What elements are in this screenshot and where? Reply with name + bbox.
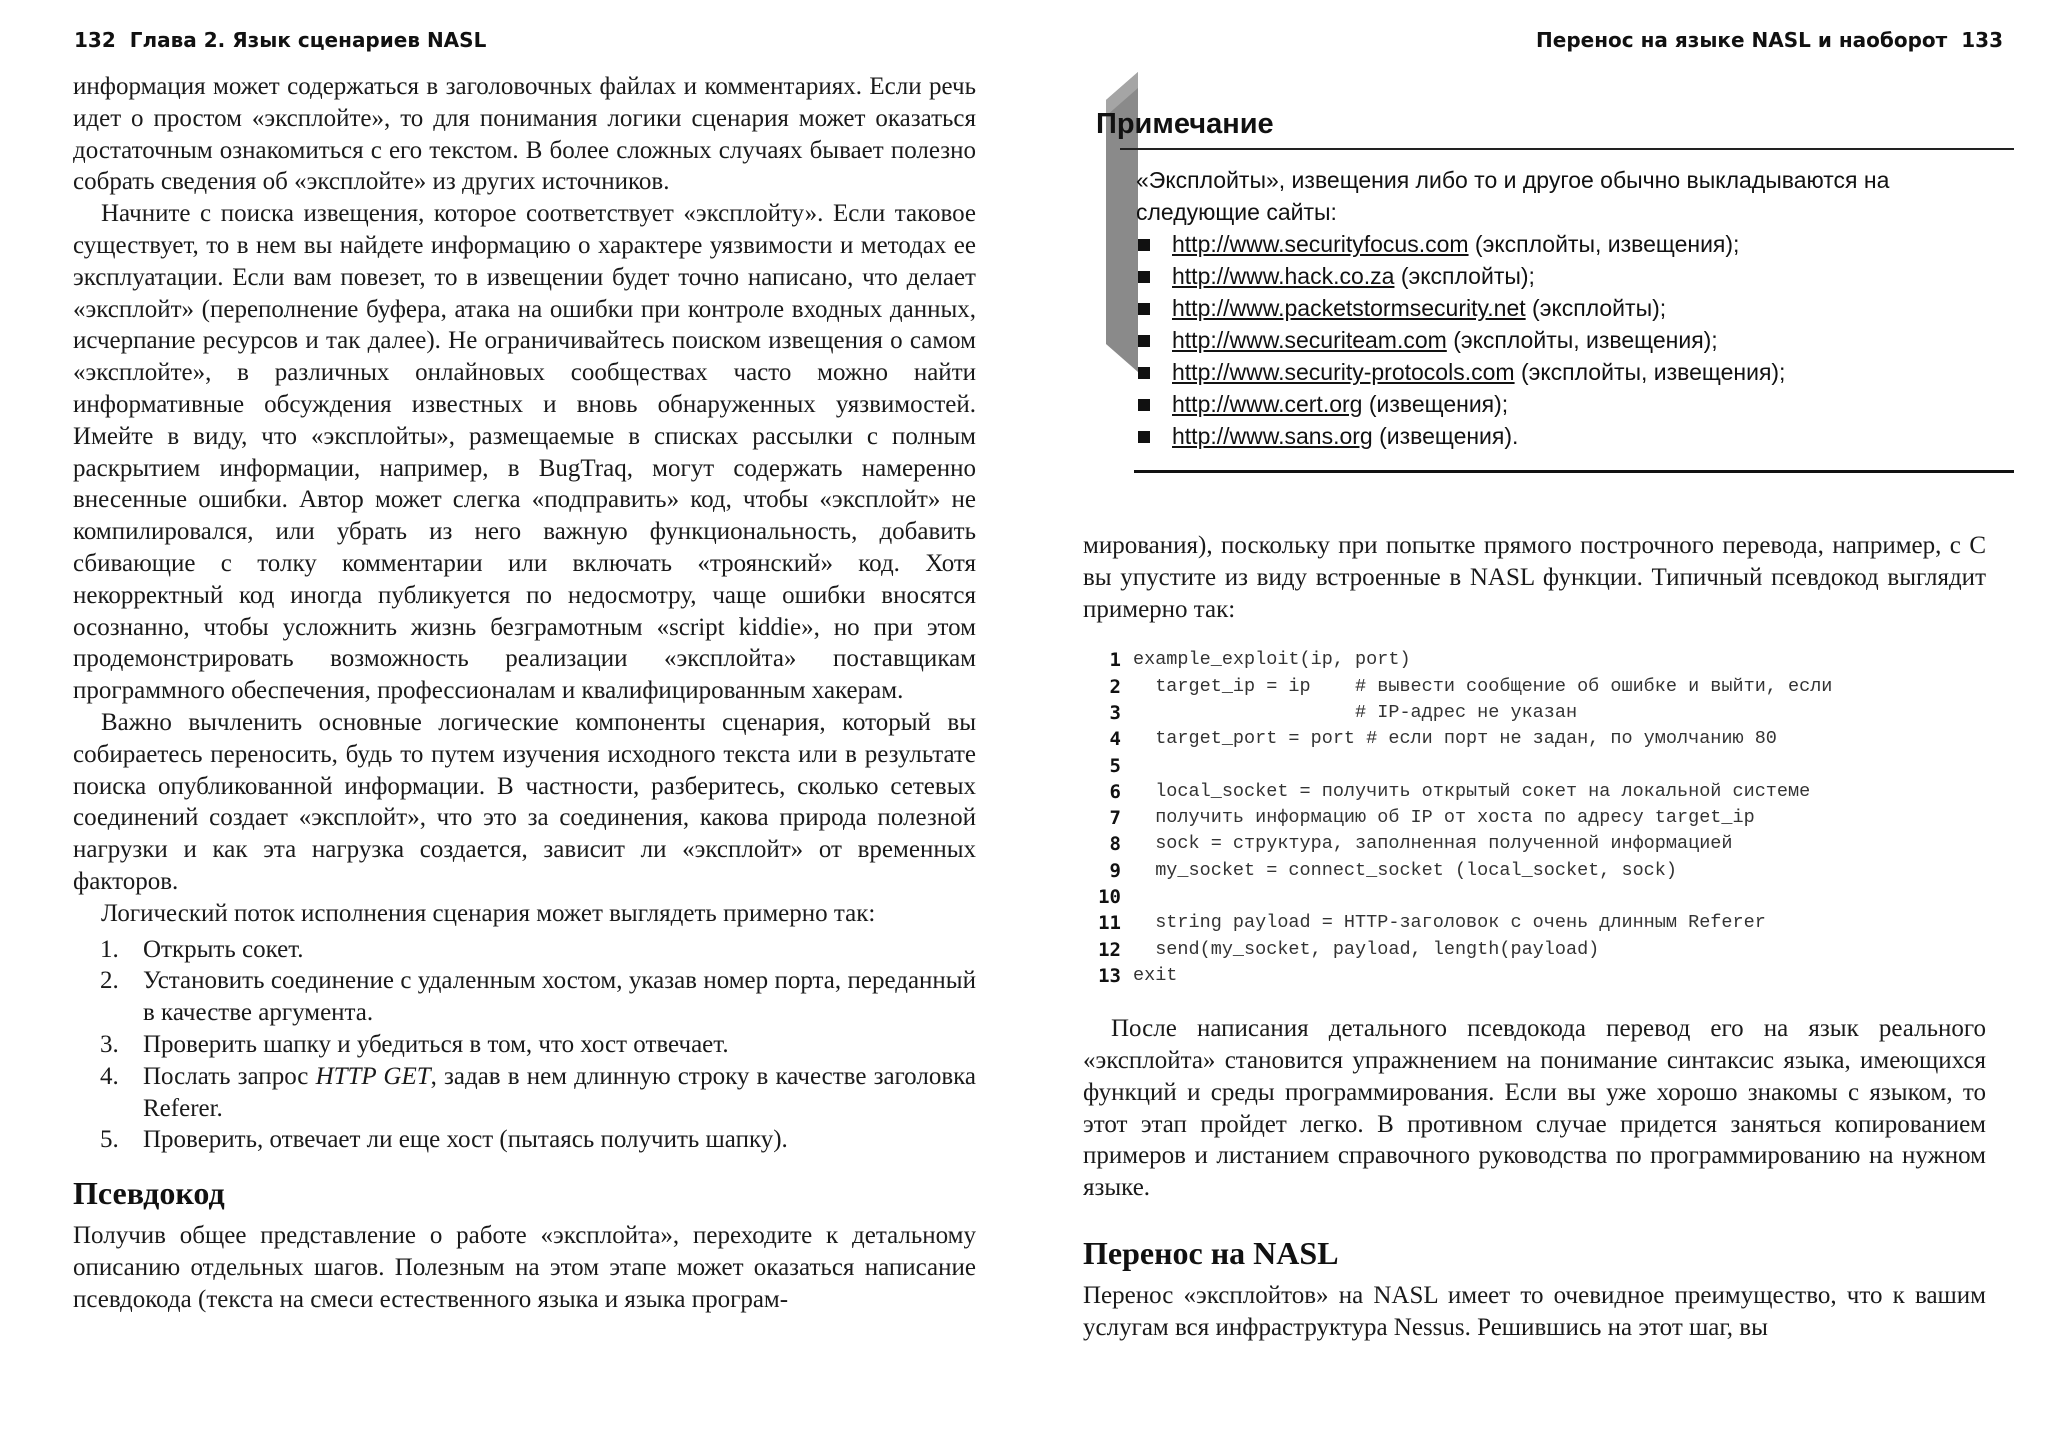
list-item: 4. Послать запрос HTTP GET, задав в нем длинную строку в качестве заголовка Referer. <box>100 1062 976 1122</box>
list-item: http://www.security-protocols.com (эксплойты, извещения); <box>1136 356 2006 388</box>
bullet-square-icon <box>1138 271 1150 283</box>
site-list <box>1136 228 2006 452</box>
site-link[interactable]: http://www.sans.org <box>1172 423 1373 449</box>
section-heading-pseudocode: Псевдокод <box>73 1175 225 1212</box>
code-line: 1 example_exploit(ip, port) <box>1109 649 1411 672</box>
site-link[interactable]: http://www.cert.org <box>1172 391 1363 417</box>
list-item: http://www.cert.org (извещения); <box>1136 388 2006 420</box>
site-link[interactable]: http://www.securityfocus.com <box>1172 231 1469 257</box>
logic-steps-list <box>73 934 976 1157</box>
code-line: 13 exit <box>1098 964 1178 987</box>
site-link[interactable]: http://www.hack.co.za <box>1172 263 1395 289</box>
paragraph: Начните с поиска извещения, которое соответствует «эксплойту». Если таковое существует, то в нем вы найдете информацию о характере уязвимости и методах ее эксплуатации. Если вам повезет, то в извещении будет точно написано, что делает «эксплойт» (переполнение буфера, атака на ошибки при контроле входных данных, исчерпание ресурсов и так далее). Не ограничивайтесь поиском извещения о самом «эксплойте», в различных онлайновых сообществах часто можно найти информативные обсуждения известных и вновь обнаруженных уязвимостей. Имейте в виду, что «эксплойты», размещаемые в списках рассылки с полным раскрытием информации, например, в BugTraq, могут содержать намеренно внесенные ошибки. Автор может слегка «подправить» код, чтобы «эксплойт» не компилировался, или убрать из него важную функциональность, добавить сбивающие с толку комментарии или включать «троянский» код. Хотя некорректный код иногда публикуется по недосмотру, чаще ошибки вносятся осознанно, чтобы усложнить жизнь безграмотным «script kiddie», но при этом продемонстрировать возможность реализации «эксплойта» поставщикам программного обеспечения, профессионалам и квалифицированным хакерам. <box>73 200 976 705</box>
code-line: 9 my_socket = connect_socket (local_socket, sock) <box>1109 859 1677 882</box>
list-item: 2. Установить соединение с удаленным хостом, указав номер порта, переданный в качестве аргумента. <box>100 967 976 1027</box>
site-link[interactable]: http://www.packetstormsecurity.net <box>1172 295 1526 321</box>
note-intro: «Эксплойты», извещения либо то и другое обычно выкладываются на следующие сайты: <box>1136 167 1890 225</box>
list-item: 5. Проверить, отвечает ли еще хост (пытаясь получить шапку). <box>100 1126 788 1154</box>
left-chapter-title: Глава 2. Язык сценариев NASL <box>129 28 487 52</box>
pseudocode-listing <box>1083 647 1986 989</box>
list-item: http://www.securityfocus.com (эксплойты, извещения); <box>1136 228 2006 260</box>
note-title: Примечание <box>1096 108 1274 140</box>
paragraph: мирования), поскольку при попытке прямого построчного перевода, например, с C вы упустите из виду встроенные в NASL функции. Типичный псевдокод выглядит примерно так: <box>1083 532 1986 623</box>
code-line: 8 sock = структура, заполненная полученной информацией <box>1109 833 1733 856</box>
divider <box>1134 470 2014 473</box>
right-chapter-title: Перенос на языке NASL и наоборот <box>1536 28 1948 52</box>
bullet-square-icon <box>1138 399 1150 411</box>
right-body-text <box>1083 530 1986 1344</box>
bullet-square-icon <box>1138 239 1150 251</box>
code-line: 2 target_ip = ip # вывести сообщение об ошибке и выйти, если <box>1109 675 1833 698</box>
bullet-square-icon <box>1138 303 1150 315</box>
code-line: 10 <box>1098 886 1121 909</box>
paragraph: информация может содержаться в заголовочных файлах и комментариях. Если речь идет о простом «эксплойте», то для понимания логики сценария может оказаться достаточным ознакомиться с его текстом. В более сложных случаях бывает полезно собрать сведения об «эксплойте» из других источников. <box>73 73 976 196</box>
left-running-head <box>74 28 486 52</box>
section-heading-porting: Перенос на NASL <box>1083 1235 1339 1272</box>
code-line: 11 string payload = HTTP-заголовок с очень длинным Referer <box>1098 912 1766 935</box>
left-page-number: 132 <box>74 28 116 52</box>
bullet-square-icon <box>1138 367 1150 379</box>
code-line: 7 получить информацию об IP от хоста по адресу target_ip <box>1109 807 1755 830</box>
code-line: 4 target_port = port # если порт не задан, по умолчанию 80 <box>1109 728 1777 751</box>
bullet-square-icon <box>1138 431 1150 443</box>
left-body-text <box>73 71 976 1315</box>
list-item: 3. Проверить шапку и убедиться в том, что хост отвечает. <box>100 1030 729 1058</box>
list-item: http://www.securiteam.com (эксплойты, извещения); <box>1136 324 2006 356</box>
right-running-head <box>1536 28 2003 52</box>
right-page <box>1024 0 2048 1447</box>
note-box <box>1024 72 2014 482</box>
site-link[interactable]: http://www.securiteam.com <box>1172 327 1447 353</box>
paragraph: Логический поток исполнения сценария может выглядеть примерно так: <box>101 899 876 927</box>
bullet-square-icon <box>1138 335 1150 347</box>
list-item: http://www.hack.co.za (эксплойты); <box>1136 260 2006 292</box>
paragraph: Важно вычленить основные логические компоненты сценария, который вы собираетесь переносить, будь то путем изучения исходного текста или в результате поиска опубликованной информации. В частности, разберитесь, сколько сетевых соединений создает «эксплойт», что это за соединения, какова природа полезной нагрузки и как эта нагрузка создается, зависит ли «эксплойт» от временных факторов. <box>73 708 976 895</box>
code-line: 5 <box>1109 754 1121 777</box>
list-item: http://www.sans.org (извещения). <box>1136 420 2006 452</box>
code-line: 3 # IP-адрес не указан <box>1109 701 1578 724</box>
code-line: 12 send(my_socket, payload, length(payload) <box>1098 938 1600 961</box>
site-link[interactable]: http://www.security-protocols.com <box>1172 359 1515 385</box>
code-line: 6 local_socket = получить открытый сокет на локальной системе <box>1109 780 1811 803</box>
paragraph: Перенос «эксплойтов» на NASL имеет то очевидное преимущество, что к вашим услугам вся инфраструктура Nessus. Решившись на этот шаг, вы <box>1083 1282 1986 1341</box>
right-page-number: 133 <box>1961 28 2003 52</box>
note-body <box>1136 164 2006 452</box>
list-item: http://www.packetstormsecurity.net (эксплойты); <box>1136 292 2006 324</box>
paragraph: После написания детального псевдокода перевод его на язык реального «эксплойта» становится упражнением на понимание синтаксис языка, имеющихся функций и среды программирования. Если вы уже хорошо знакомы с языком, то этот этап пройдет легко. В противном случае придется заняться копированием примеров и листанием справочного руководства по программированию на нужном языке. <box>1083 1015 1986 1202</box>
paragraph: Получив общее представление о работе «эксплойта», переходите к детальному описанию отдельных шагов. Полезным на этом этапе может оказаться написание псевдокода (текста на смеси естественного языка и языка програм- <box>73 1222 976 1313</box>
list-item: 1. Открыть сокет. <box>100 935 304 963</box>
divider <box>1120 148 2014 150</box>
